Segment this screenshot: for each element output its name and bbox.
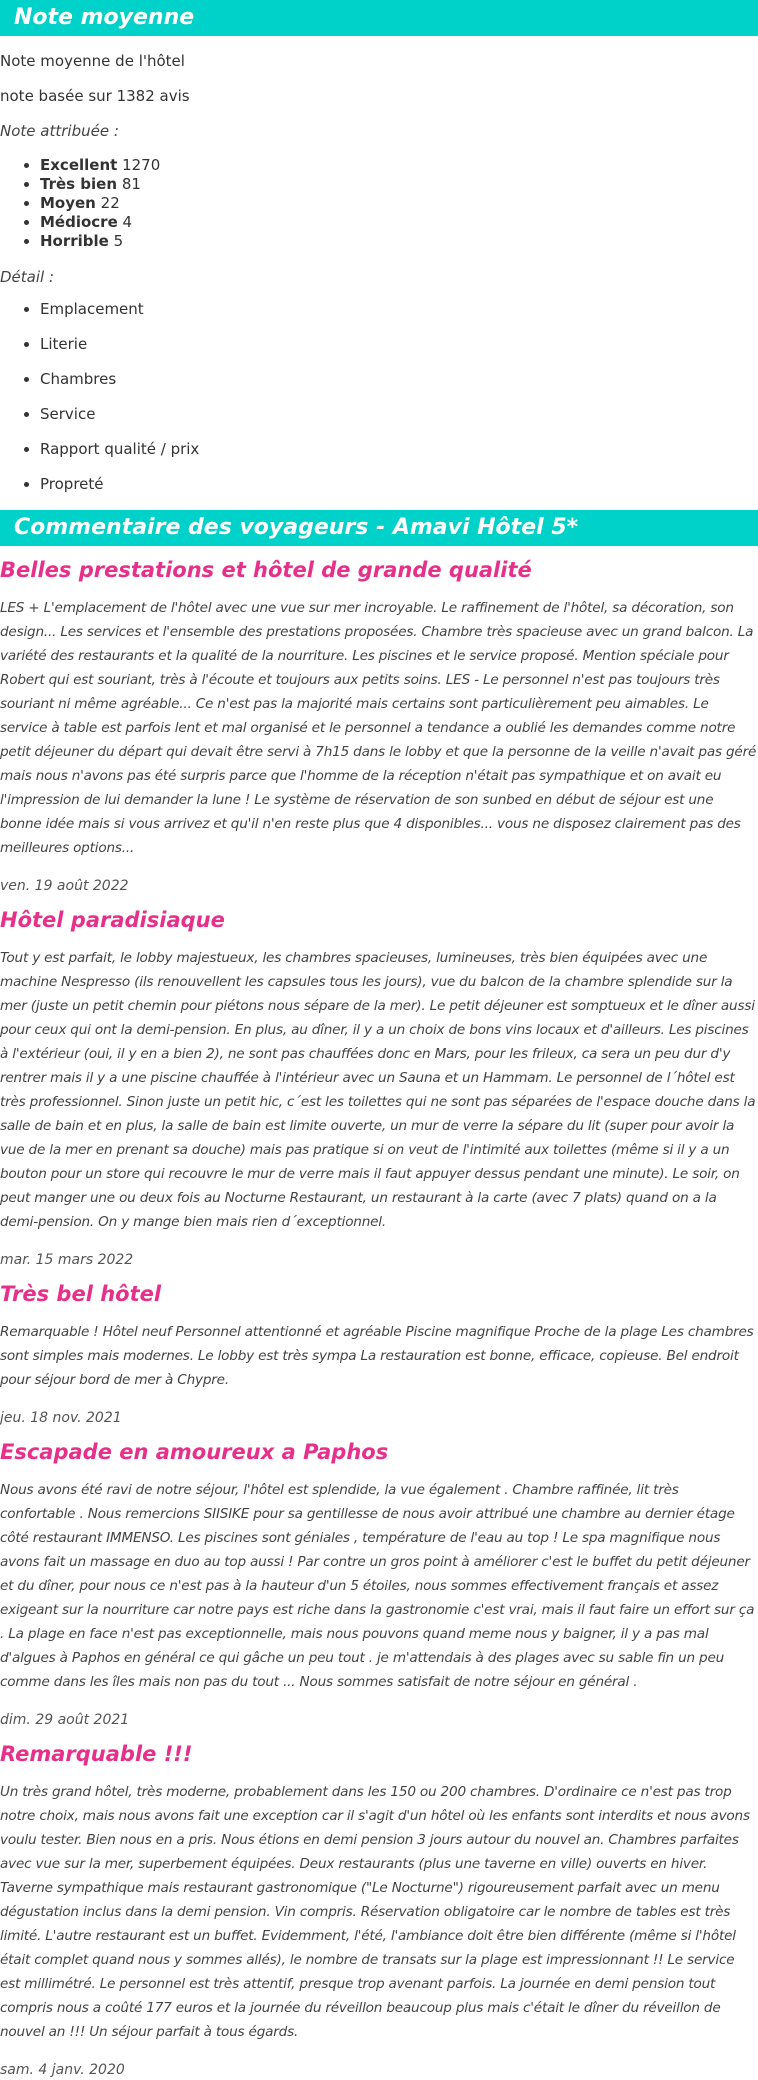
rating-count: 5 [113,232,124,250]
reviews-section-title: Commentaire des voyageurs - Amavi Hôtel 5* [0,510,758,546]
review-date: ven. 19 août 2022 [0,878,129,894]
rating-distribution-item [40,175,758,194]
rating-distribution-item [40,232,758,251]
rating-distribution-item [40,213,758,232]
review-body: Tout y est parfait, le lobby majestueux, les chambres spacieuses, lumineuses, très bien équipées avec une machine Nespresso (ils renouvellent les capsules tous les jours), vue du balcon de la chambre splendide sur la mer (juste un petit chemin pour piétons nous sépare de la mer). Le petit déjeuner est somptueux et le dîner aussi pour ceux qui ont la demi-pension. En plus, au dîner, il y a un choix de bons vins locaux et d'ailleurs. Les piscines à l'extérieur (oui, il y en a bien 2), ne sont pas chauffées donc en Mars, pour les frileux, ca sera un peu dur d'y rentrer mais il y a une piscine chauffée à l'intérieur avec un Sauna et un Hammam. Le personnel de l´hôtel est très professionnel. Sinon juste un petit hic, c´est les toilettes qui ne sont pas séparées de l'espace douche dans la salle de bain et en plus, la salle de bain est limite ouverte, un mur de verre la sépare du lit (super pour avoir la vue de la mer en prenant sa douche) mais pas pratique si on veut de l'intimité aux toilettes (même si il y a un bouton pour un store qui recouvre le mur de verre mais il faut appuyer dessus pendant une minute). Le soir, on peut manger une ou deux fois au Nocturne Restaurant, un restaurant à la carte (avec 7 plats) quand on a la demi-pension. On y mange bien mais rien d´exceptionnel. [0,950,756,1230]
review-count: note basée sur 1382 avis [0,87,190,105]
detail-item: • Propreté [40,475,758,494]
rating-label: Horrible [40,232,109,250]
review-body: Remarquable ! Hôtel neuf Personnel attentionné et agréable Piscine magnifique Proche de la plage Les chambres sont simples mais modernes. Le lobby est très sympa La restauration est bonne, efficace, copieuse. Bel endroit pour séjour bord de mer à Chypre. [0,1324,754,1388]
rating-distribution-item [40,194,758,213]
review-body: Un très grand hôtel, très moderne, probablement dans les 150 ou 200 chambres. D'ordinaire ce n'est pas trop notre choix, mais nous avons fait une exception car il s'agit d'un hôtel où les enfants sont interdits et nous avons voulu tester. Bien nous en a pris. Nous étions en demi pension 3 jours autour du nouvel an. Chambres parfaites avec vue sur la mer, superbement équipées. Deux restaurants (plus une taverne en ville) ouverts en hiver. Taverne sympathique mais restaurant gastronomique ("Le Nocturne") rigoureusement parfait avec un menu dégustation inclus dans la demi pension. Vin compris. Réservation obligatoire car le nombre de tables est très limité. L'autre restaurant est un buffet. Evidemment, l'été, l'ambiance doit être bien différente (même si l'hôtel était complet quand nous y sommes allés), le nombre de transats sur la plage est impressionnant !! Le service est millimétré. Le personnel est très attentif, presque trop avenant parfois. La journée en demi pension tout compris nous a coûté 177 euros et la journée du réveillon beaucoup plus mais c'était le dîner du réveillon de nouvel an !!! Un séjour parfait à tous égards. [0,1784,750,2040]
rating-count: 1270 [122,156,161,174]
detail-item: • Literie [40,335,758,354]
review-title: Très bel hôtel [0,1282,162,1306]
review [0,1438,758,1730]
attributed-label: Note attribuée : [0,122,119,140]
detail-item: • Rapport qualité / prix [40,440,758,459]
detail-list [0,300,758,494]
review [0,556,758,896]
rating-label: Très bien [40,175,118,193]
rating-label: Moyen [40,194,96,212]
review-date: jeu. 18 nov. 2021 [0,1410,122,1426]
review-title: Remarquable !!! [0,1742,193,1766]
rating-label: Médiocre [40,213,118,231]
review-body: LES + L'emplacement de l'hôtel avec une vue sur mer incroyable. Le raffinement de l'hôtel, sa décoration, son design... Les services et l'ensemble des prestations proposées. Chambre très spacieuse avec un grand balcon. La variété des restaurants et la qualité de la nourriture. Les piscines et le service proposé. Mention spéciale pour Robert qui est souriant, très à l'écoute et toujours aux petits soins. LES - Le personnel n'est pas toujours très souriant ni même agréable... Ce n'est pas la majorité mais certains sont particulièrement peu aimables. Le service à table est parfois lent et mal organisé et le personnel a tendance a oublié les demandes comme notre petit déjeuner du départ qui devait être servi à 7h15 dans le lobby et que la personne de la veille n'avait pas géré mais nous n'avons pas été surpris parce que l'homme de la réception n'était pas sympathique et on avait eu l'impression de lui demander la lune ! Le système de réservation de son sunbed en début de séjour est une bonne idée mais si vous arrivez et qu'il n'en reste plus que 4 disponibles... vous ne disposez clairement pas des meilleures options... [0,600,757,856]
rating-section-title: Note moyenne [0,0,758,36]
review [0,906,758,1270]
rating-count: 81 [121,175,141,193]
detail-item: • Service [40,405,758,424]
rating-distribution-item [40,156,758,175]
rating-label: Excellent [40,156,118,174]
rating-count: 22 [100,194,120,212]
review-date: sam. 4 janv. 2020 [0,2062,125,2078]
review-title: Hôtel paradisiaque [0,908,225,932]
rating-distribution-list [0,156,758,251]
review-body: Nous avons été ravi de notre séjour, l'hôtel est splendide, la vue également . Chambre raffinée, lit très confortable . Nous remercions SIISIKE pour sa gentillesse de nous avoir attribué une chambre au dernier étage côté restaurant IMMENSO. Les piscines sont géniales , température de l'eau au top ! Le spa magnifique nous avons fait un massage en duo au top aussi ! Par contre un gros point à améliorer c'est le buffet du petit déjeuner et du dîner, pour nous ce n'est pas à la hauteur d'un 5 étoiles, nous sommes effectivement français et assez exigeant sur la nourriture car notre pays est riche dans la gastronomie c'est vrai, mais il faut faire un effort sur ça . La plage en face n'est pas exceptionnelle, mais nous pouvons quand meme nous y baigner, il y a pas mal d'algues à Paphos en général ce qui gâche un peu tout . je m'attendais à des plages avec su sable fin un peu comme dans les îles mais non pas du tout ... Nous sommes satisfait de notre séjour en général . [0,1482,755,1690]
review-title: Escapade en amoureux a Paphos [0,1440,389,1464]
hotel-average-label: Note moyenne de l'hôtel [0,52,185,70]
review [0,1280,758,1428]
detail-item: • Chambres [40,370,758,389]
review-title: Belles prestations et hôtel de grande qualité [0,558,532,582]
rating-count: 4 [122,213,133,231]
detail-label: Détail : [0,268,55,286]
detail-item: • Emplacement [40,300,758,319]
review-date: mar. 15 mars 2022 [0,1252,134,1268]
review [0,1740,758,2080]
review-date: dim. 29 août 2021 [0,1712,130,1728]
